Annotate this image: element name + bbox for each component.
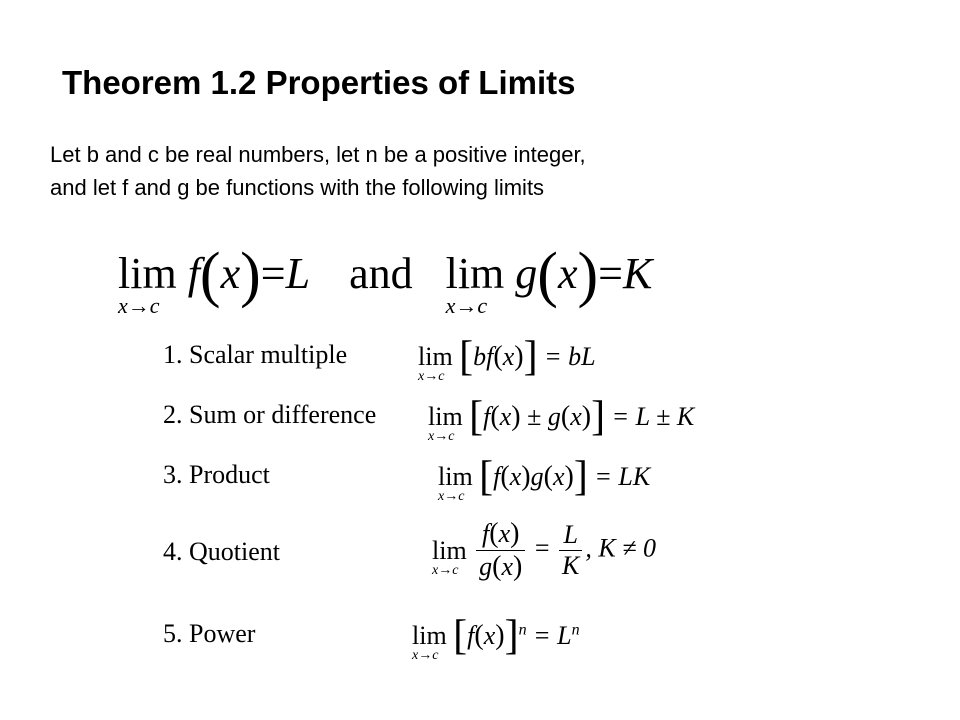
formula-scalar-rhs: = bL (544, 342, 596, 371)
formula-quotient: lim x→c $\frac{f(x)}{g(x)}$ = $\frac{L}{K}$ , K ≠ 0 (432, 518, 657, 582)
given-limits: lim x→c f(x)=L and lim x→c g(x)=K (118, 241, 653, 318)
property-label-sum: 2. Sum or difference (163, 400, 377, 429)
formula-scalar: lim x→c [bf(x)] = bL (418, 334, 596, 384)
limit-value-K: K (622, 249, 653, 298)
intro-line-2: and let f and g be functions with the following limits (50, 175, 545, 200)
formula-product-rhs: = LK (594, 462, 651, 491)
property-label-power: 5. Power (163, 619, 256, 648)
function-g: g (515, 249, 538, 298)
power-exponent: n (518, 621, 527, 639)
property-label-scalar: 1. Scalar multiple (163, 340, 348, 369)
formula-sum: lim x→c [f(x) ± g(x)] = L ± K (428, 394, 695, 444)
equals-sign: = (260, 249, 286, 298)
limit-subscript: x→c (118, 293, 160, 318)
limit-operator: lim x→c (445, 249, 505, 318)
equals-sign: = (598, 249, 623, 298)
formula-power-rhs: = L (533, 621, 572, 650)
property-label-quotient: 4. Quotient (163, 537, 280, 566)
slide-title: Theorem 1.2 Properties of Limits (62, 64, 576, 101)
function-f: f (187, 249, 200, 298)
intro-text (50, 138, 910, 204)
variable-x: x (220, 249, 241, 298)
property-label-product: 3. Product (163, 460, 270, 489)
variable-x: x (557, 249, 578, 298)
quotient-rhs-numerator: L (559, 520, 582, 551)
intro-line-1: Let b and c be real numbers, let n be a positive integer, (50, 142, 586, 167)
limit-operator: lim x→c (118, 249, 177, 318)
formula-power: lim x→c $[f(x)]^n = L^n$ (412, 613, 580, 663)
limit-subscript: x→c (445, 293, 488, 318)
quotient-condition: , K ≠ 0 (585, 533, 657, 563)
limit-value-L: L (285, 249, 311, 298)
power-rhs-exponent: n (571, 621, 580, 639)
quotient-rhs-denominator: K (562, 551, 580, 580)
formula-product: lim x→c [f(x)g(x)] = LK (438, 454, 651, 504)
formula-sum-rhs: = L ± K (611, 402, 695, 431)
and-word: and (349, 249, 413, 298)
